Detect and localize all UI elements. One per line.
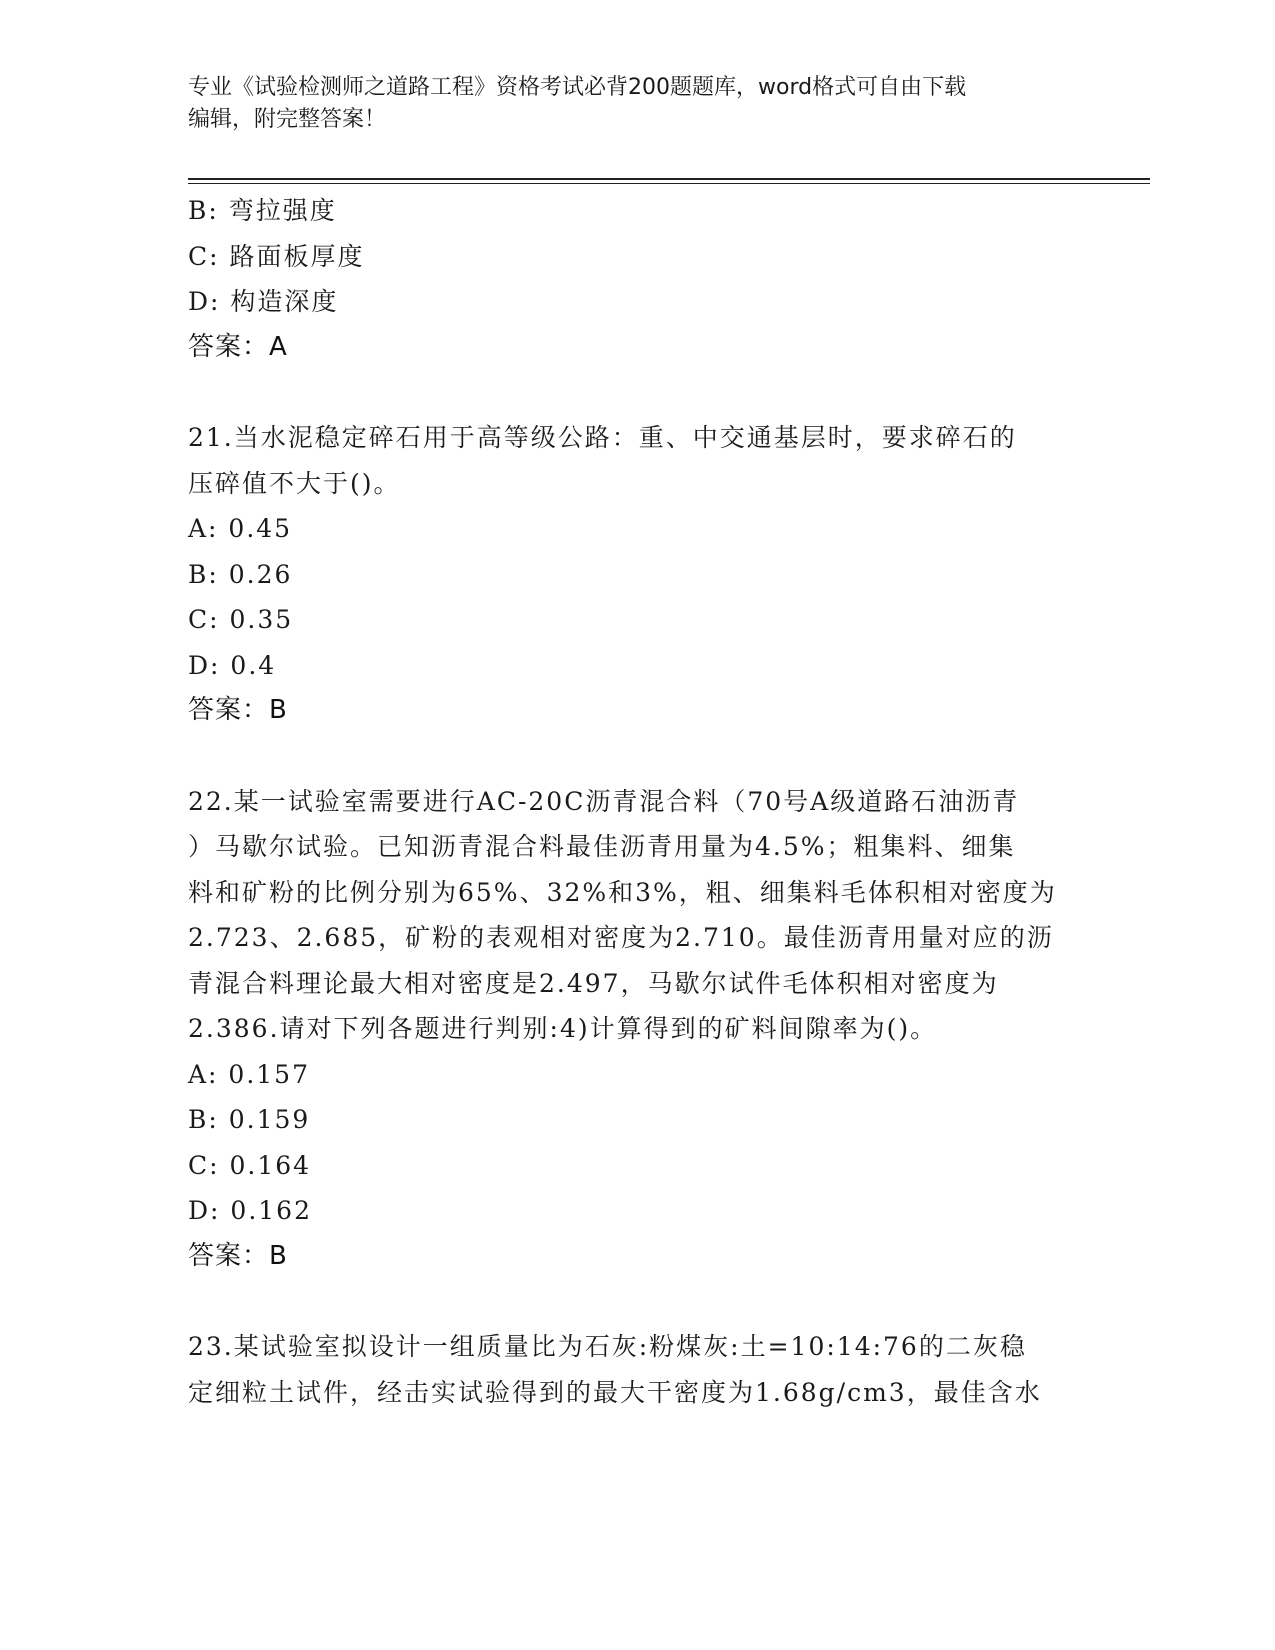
header-divider	[188, 178, 1150, 184]
option-b: B: 0.26	[188, 559, 293, 589]
question-stem-line: 23.某试验室拟设计一组质量比为石灰:粉煤灰:土=10:14:76的二灰稳	[188, 1332, 1027, 1361]
question-stem-line: 2.386.请对下列各题进行判别:4)计算得到的矿料间隙率为()。	[188, 1014, 938, 1043]
option-c: C: 0.35	[188, 605, 294, 634]
option-c: C: 路面板厚度	[188, 241, 365, 271]
option-a: A: 0.157	[188, 1059, 310, 1089]
question-stem-line: 定细粒土试件，经击实试验得到的最大干密度为1.68g/cm3，最佳含水	[188, 1377, 1042, 1407]
option-b: B: 0.159	[188, 1105, 311, 1134]
header-line-2: 编辑，附完整答案！	[188, 107, 387, 132]
option-d: D: 0.162	[188, 1196, 312, 1225]
page-header	[188, 72, 1088, 136]
document-body	[188, 188, 1088, 1415]
question-stem-line: 21.当水泥稳定碎石用于高等级公路：重、中交通基层时，要求碎石的	[188, 423, 1017, 452]
option-d: D: 构造深度	[188, 287, 339, 316]
answer-line: 答案：A	[188, 331, 288, 362]
previous-question-tail	[188, 188, 1088, 370]
question-21	[188, 415, 1088, 734]
question-23	[188, 1324, 1088, 1415]
option-b: B: 弯拉强度	[188, 196, 337, 225]
option-a: A: 0.45	[188, 514, 293, 543]
question-stem-line: 料和矿粉的比例分别为65%、32%和3%，粗、细集料毛体积相对密度为	[188, 877, 1057, 907]
question-stem-line: ）马歇尔试验。已知沥青混合料最佳沥青用量为4.5%；粗集料、细集	[188, 832, 1016, 861]
option-d: D: 0.4	[188, 650, 277, 680]
question-stem-line: 22.某一试验室需要进行AC-20C沥青混合料（70号A级道路石油沥青	[188, 786, 1020, 816]
question-stem-line: 青混合料理论最大相对密度是2.497，马歇尔试件毛体积相对密度为	[188, 968, 999, 998]
answer-line: 答案：B	[188, 1240, 288, 1271]
answer-line: 答案：B	[188, 695, 288, 725]
header-line-1: 专业《试验检测师之道路工程》资格考试必背200题题库，word格式可自由下载	[188, 75, 967, 100]
option-c: C: 0.164	[188, 1150, 312, 1180]
question-stem-line: 压碎值不大于()。	[188, 468, 401, 498]
question-22	[188, 779, 1088, 1280]
question-stem-line: 2.723、2.685，矿粉的表观相对密度为2.710。最佳沥青用量对应的沥	[188, 923, 1054, 952]
